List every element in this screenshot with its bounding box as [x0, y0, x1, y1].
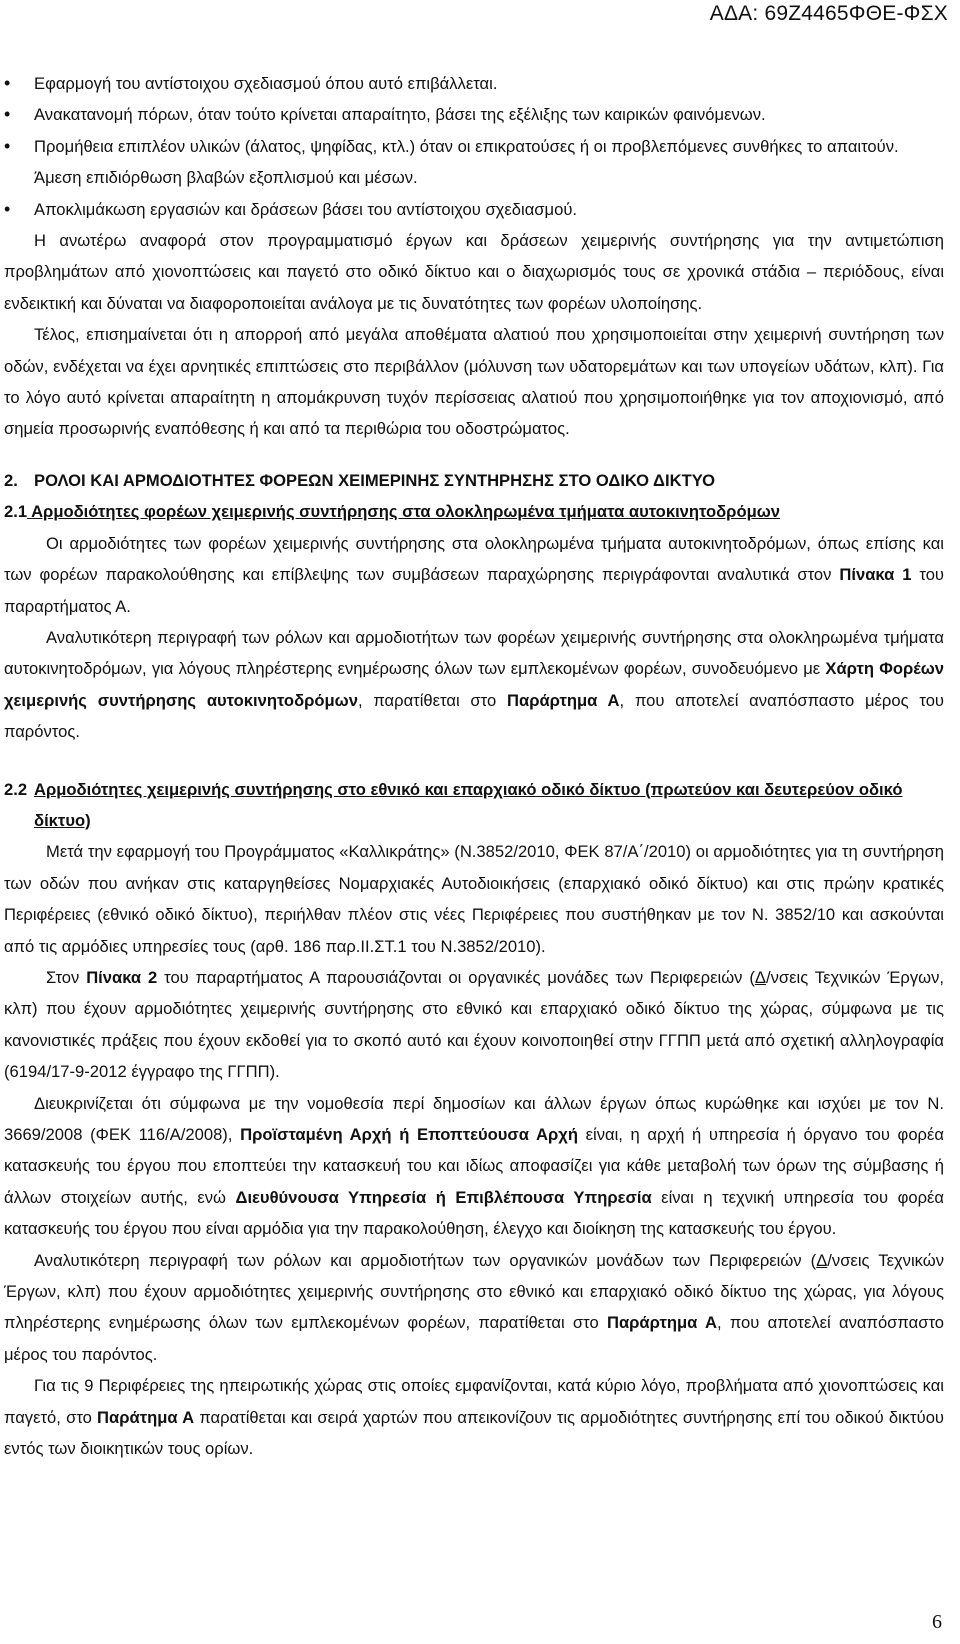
text-run: Οι αρμοδιότητες των φορέων χειμερινής συντήρησης στα ολοκληρωμένα τμήματα αυτοκινητοδρόμων, όπως επίσης και των φορέων παρακολούθησης και επίβλεψης των συμβάσεων παραχώρησης περιγράφονται αναλυτικά στον [4, 533, 944, 585]
subsection-heading [4, 774, 944, 837]
bullet-item: • Εφαρμογή του αντίστοιχου σχεδιασμού όπου αυτό επιβάλλεται. [4, 68, 944, 99]
bullet-item: • Προμήθεια επιπλέον υλικών (άλατος, ψηφίδας, κτλ.) όταν οι επικρατούσες ή οι προβλεπόμενες συνθήκες το απαιτούν. Άμεση επιδιόρθωση βλαβών εξοπλισμού και μέσων. [4, 131, 944, 194]
bold-run: Παράρτημα Α [606, 1313, 717, 1333]
text-run: Αναλυτικότερη περιγραφή των ρόλων και αρμοδιοτήτων των φορέων χειμερινής συντήρησης στα ολοκληρωμένα τμήματα αυτοκινητοδρόμων, για λόγους πληρέστερης ενημέρωσης όλων των εμπλεκομένων φορέων, συνοδευόμενο με [4, 627, 944, 679]
ada-code: ΑΔΑ: 69Ζ4465ΦΘΕ-ΦΣΧ [709, 2, 948, 25]
bold-run: Προϊσταμένη Αρχή ή Εποπτεύουσα Αρχή [240, 1125, 578, 1144]
subsection-heading [4, 496, 944, 527]
paragraph: Μετά την εφαρμογή του Προγράμματος «Καλλικράτης» (Ν.3852/2010, ΦΕΚ 87/Α΄/2010) οι αρμοδιότητες για τη συντήρηση των οδών που ανήκαν στις καταργηθείσες Νομαρχιακές Αυτοδιοικήσεις (επαρχιακό οδικό δίκτυο) και στις πρώην κρατικές Περιφέρειες (εθνικό οδικό δίκτυο), περιήλθαν πλέον στις νέες Περιφέρειες που συστήθηκαν με τον Ν. 3852/10 και ασκούνται από τις αρμόδιες υπηρεσίες τους (αρθ. 186 παρ.ΙΙ.ΣΤ.1 του Ν.3852/2010). [4, 842, 944, 956]
page-number: 6 [932, 1611, 942, 1633]
bold-run: Χάρτη Φορέων χειμερινής συντήρησης αυτοκινητοδρόμων [4, 659, 944, 710]
text-run: Αναλυτικότερη περιγραφή των ρόλων και αρμοδιοτήτων των οργανικών μονάδων των Περιφερειών ( [34, 1250, 817, 1270]
subsection-title: Αρμοδιότητες χειμερινής συντήρησης στο εθνικό και επαρχιακό οδικό δίκτυο (πρωτεύον και δευτερεύον οδικό δίκτυο) [34, 779, 903, 830]
text-run: του παραρτήματος Α παρουσιάζονται οι οργανικές μονάδες των Περιφερειών ( [157, 967, 755, 987]
bullet-item: • Ανακατανομή πόρων, όταν τούτο κρίνεται απαραίτητο, βάσει της εξέλιξης των καιρικών φαινόμενων. [4, 99, 944, 130]
paragraph [4, 622, 944, 748]
paragraph [4, 1088, 944, 1245]
text-run: Στον [46, 967, 87, 987]
text-run: Για τις 9 Περιφέρειες της ηπειρωτικής χώρας στις οποίες εμφανίζονται, κατά κύριο λόγο, προβλήματα από χιονοπτώσεις και παγετό, στο [4, 1376, 944, 1427]
text-run: Διευκρινίζεται ότι σύμφωνα με την νομοθεσία περί δημοσίων και άλλων έργων όπως κυρώθηκε και ισχύει με τον Ν. 3669/2008 (ΦΕΚ 116/Α/2008), [4, 1093, 944, 1144]
underlined-run: Δ [816, 1250, 828, 1270]
bullet-list [4, 68, 944, 225]
bold-run: Παράρτημα Α [507, 690, 620, 710]
paragraph [4, 1245, 944, 1371]
text-run: , παρατίθεται στο [357, 690, 508, 710]
document-body [4, 60, 944, 1464]
section-title: ΡΟΛΟΙ ΚΑΙ ΑΡΜΟΔΙΟΤΗΤΕΣ ΦΟΡΕΩΝ ΧΕΙΜΕΡΙΝΗΣ ΣΥΝΤΗΡΗΣΗΣ ΣΤΟ ΟΔΙΚΟ ΔΙΚΤΥΟ [34, 470, 716, 490]
bold-run: Πίνακα 2 [86, 967, 158, 987]
paragraph [4, 962, 944, 1088]
text-run: είναι, η αρχή ή υπηρεσία ή όργανο του φορέα κατασκευής του έργου που εποπτεύει την κατασκευή του και ιδίως αποφασίζει για κάθε μεταβολή των όρων της σύμβασης ή άλλων στοιχείων αυτής, ενώ [4, 1125, 944, 1207]
bold-run: Παράτημα Α [97, 1407, 195, 1427]
text-run: του παραρτήματος Α. [4, 565, 945, 616]
bullet-item: • Αποκλιμάκωση εργασιών και δράσεων βάσει του αντίστοιχου σχεδιασμού. [4, 194, 944, 225]
subsection-number: 2.1 [4, 502, 28, 522]
underlined-run: Δ [754, 967, 766, 987]
text-run: , που αποτελεί αναπόσπαστο μέρος του παρόντος. [4, 1313, 945, 1364]
subsection-title: Αρμοδιότητες φορέων χειμερινής συντήρησης στα ολοκληρωμένα τμήματα αυτοκινητοδρόμων [27, 502, 780, 522]
bold-run: Διευθύνουσα Υπηρεσία ή Επιβλέπουσα Υπηρεσία [235, 1187, 652, 1207]
text-run: /νσεις Τεχνικών Έργων, κλπ) που έχουν αρμοδιότητες χειμερινής συντήρησης στο εθνικό και επαρχιακό οδικό δίκτυο της χώρας, για λόγους πληρέστερης ενημέρωσης όλων των εμπλεκομένων φορέων, παρατίθεται στο [4, 1250, 945, 1333]
bold-run: Πίνακα 1 [839, 565, 912, 585]
subsection-number: 2.2 [4, 779, 28, 799]
text-run: /νσεις Τεχνικών Έργων, κλπ) που έχουν αρμοδιότητες χειμερινής συντήρησης στο εθνικό και επαρχιακό οδικό δίκτυο της χώρας, σύμφωνα με τις κανονιστικές πράξεις που έχουν εκδοθεί για το σκοπό αυτό και έχουν κοινοποιηθεί στην ΓΓΠΠ μετά από σχετική αλληλογραφία (6194/17-9-2012 έγγραφο της ΓΓΠΠ). [4, 967, 945, 1082]
paragraph [4, 528, 944, 622]
section-heading [4, 465, 944, 496]
paragraph: Η ανωτέρω αναφορά στον προγραμματισμό έργων και δράσεων χειμερινής συντήρησης για την αντιμετώπιση προβλημάτων από χιονοπτώσεις και παγετό στο οδικό δίκτυο και ο διαχωρισμός τους σε χρονικά στάδια – περιόδους, είναι ενδεικτική και δύναται να διαφοροποιείται ανάλογα με τις δυνατότητες των φορέων υλοποίησης. [4, 231, 944, 313]
text-run: είναι η τεχνική υπηρεσία του φορέα κατασκευής του έργου που είναι αρμόδια για την παρακολούθηση, έλεγχο και διοίκηση της κατασκευής του έργου. [4, 1187, 944, 1239]
paragraph [4, 1370, 944, 1464]
text-run: , που αποτελεί αναπόσπαστο μέρος του παρόντος. [4, 690, 945, 742]
paragraph: Τέλος, επισημαίνεται ότι η απορροή από μεγάλα αποθέματα αλατιού που χρησιμοποιείται στην χειμερινή συντήρηση των οδών, ενδέχεται να έχει αρνητικές επιπτώσεις στο περιβάλλον (μόλυνση των υδατορεμάτων και των υπογείων υδάτων, κλπ). Για το λόγο αυτό κρίνεται απαραίτητη η απομάκρυνση τυχόν περίσσειας αλατιού που χρησιμοποιήθηκε για τον αποχιονισμό, από σημεία προσωρινής εναπόθεσης ή και από τα περιθώρια του οδοστρώματος. [4, 325, 944, 439]
text-run: παρατίθεται και σειρά χαρτών που απεικονίζουν τις αρμοδιότητες συντήρησης επί του οδικού δικτύου εντός των διοικητικών τους ορίων. [4, 1407, 944, 1459]
section-number: 2. [4, 470, 18, 490]
